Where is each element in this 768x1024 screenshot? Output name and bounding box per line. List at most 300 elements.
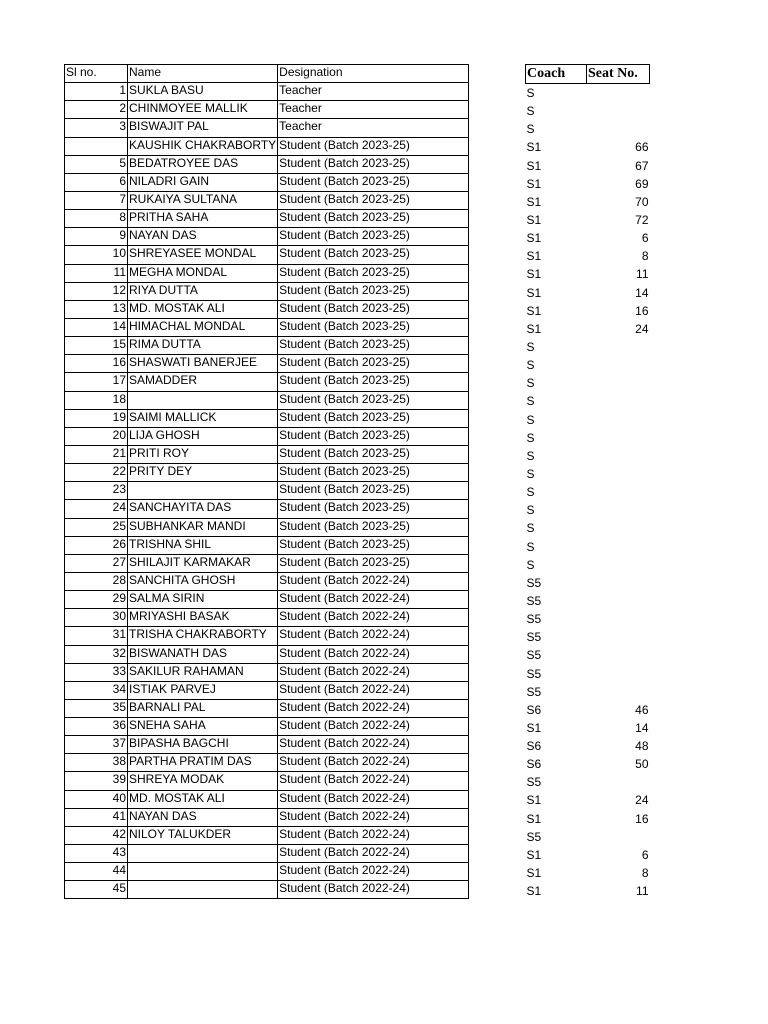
table-row: [526, 483, 650, 501]
seat-no-cell: [587, 120, 650, 138]
designation-cell: Student (Batch 2022-24): [278, 808, 469, 826]
coach-cell: S5: [526, 666, 542, 681]
coach-cell: S5: [526, 612, 542, 627]
seat-no-cell: 11: [636, 884, 649, 899]
designation-cell: Student (Batch 2023-25): [278, 246, 469, 264]
seat-no-cell: 6: [641, 231, 649, 246]
designation-cell: Student (Batch 2022-24): [278, 663, 469, 681]
sl-no-cell: 10: [65, 246, 128, 264]
designation-cell: Student (Batch 2022-24): [278, 863, 469, 881]
seat-no-cell: 50: [635, 757, 649, 772]
sl-no-cell: 28: [65, 572, 128, 590]
sl-no-cell: 7: [65, 191, 128, 209]
table-row: [526, 592, 650, 610]
table-row: [526, 265, 650, 283]
designation-cell: Student (Batch 2022-24): [278, 609, 469, 627]
seat-no-cell: [587, 538, 650, 556]
name-cell: SHASWATI BANERJEE: [128, 355, 278, 373]
coach-cell: S5: [526, 648, 542, 663]
designation-cell: Student (Batch 2023-25): [278, 282, 469, 300]
sl-no-cell: 17: [65, 373, 128, 391]
seat-no-cell: [587, 338, 650, 356]
table-row: [65, 609, 469, 627]
table-row: [526, 193, 650, 211]
seat-no-cell: [587, 447, 650, 465]
coach-cell: S1: [526, 303, 542, 318]
name-cell: TRISHNA SHIL: [128, 536, 278, 554]
name-cell: SANCHAYITA DAS: [128, 500, 278, 518]
table-row: [526, 447, 650, 465]
table-row: [526, 737, 650, 755]
table-row: [65, 210, 469, 228]
seat-no-cell: 8: [641, 249, 649, 264]
coach-cell: S5: [526, 593, 542, 608]
coach-cell: S6: [526, 739, 542, 754]
sl-no-cell: 31: [65, 627, 128, 645]
designation-cell: Student (Batch 2023-25): [278, 500, 469, 518]
name-cell: RIMA DUTTA: [128, 337, 278, 355]
name-cell: SAKILUR RAHAMAN: [128, 663, 278, 681]
coach-cell: S: [526, 539, 535, 554]
sl-no-cell: 9: [65, 228, 128, 246]
name-cell: SAIMI MALLICK: [128, 409, 278, 427]
designation-cell: Student (Batch 2023-25): [278, 373, 469, 391]
name-cell: SUKLA BASU: [128, 83, 278, 101]
designation-cell: Student (Batch 2022-24): [278, 754, 469, 772]
coach-cell: S1: [526, 158, 542, 173]
sl-no-cell: 16: [65, 355, 128, 373]
coach-cell: S1: [526, 267, 542, 282]
table-row: [526, 411, 650, 429]
table-row: [526, 628, 650, 646]
seat-no-cell: 67: [635, 158, 649, 173]
sl-no-cell: 12: [65, 282, 128, 300]
sl-no-cell: 22: [65, 464, 128, 482]
designation-cell: Student (Batch 2022-24): [278, 591, 469, 609]
name-header: Name: [128, 65, 278, 83]
sl-no-cell: 8: [65, 210, 128, 228]
seat-no-cell: [587, 773, 650, 791]
name-cell: PRITHA SAHA: [128, 210, 278, 228]
designation-cell: Student (Batch 2022-24): [278, 881, 469, 899]
seat-no-cell: 24: [635, 793, 649, 808]
table-row: [65, 300, 469, 318]
coach-cell: S: [526, 521, 535, 536]
table-row: [526, 356, 650, 374]
table-row: [65, 482, 469, 500]
coach-cell: S: [526, 339, 535, 354]
name-cell: RUKAIYA SULTANA: [128, 191, 278, 209]
table-row: [526, 157, 650, 175]
table-row: [65, 373, 469, 391]
coach-cell: S: [526, 394, 535, 409]
name-cell: SHREYA MODAK: [128, 772, 278, 790]
table-row: [65, 754, 469, 772]
table-row: [65, 318, 469, 336]
sl-no-cell: 26: [65, 536, 128, 554]
name-cell: CHINMOYEE MALLIK: [128, 101, 278, 119]
coach-cell: S: [526, 86, 535, 100]
sl-no-cell: 41: [65, 808, 128, 826]
table-row: [65, 699, 469, 717]
table-row: [526, 302, 650, 320]
name-cell: LIJA GHOSH: [128, 427, 278, 445]
designation-cell: Student (Batch 2023-25): [278, 210, 469, 228]
seat-no-cell: [587, 501, 650, 519]
designation-header: Designation: [278, 65, 469, 83]
sl-no-cell: [65, 137, 128, 155]
seat-no-cell: [587, 574, 650, 592]
table-row: [65, 645, 469, 663]
table-row: [526, 138, 650, 156]
seat-no-cell: [587, 374, 650, 392]
designation-cell: Student (Batch 2023-25): [278, 155, 469, 173]
coach-cell: S: [526, 122, 535, 137]
table-row: [526, 610, 650, 628]
table-row: [65, 337, 469, 355]
designation-cell: Student (Batch 2023-25): [278, 482, 469, 500]
table-row: [526, 120, 650, 138]
seat-no-cell: 69: [635, 176, 649, 191]
name-cell: SAMADDER: [128, 373, 278, 391]
table-row: [526, 846, 650, 864]
seat-no-cell: [587, 429, 650, 447]
designation-cell: Student (Batch 2023-25): [278, 318, 469, 336]
coach-cell: S1: [526, 231, 542, 246]
sl-no-cell: 37: [65, 736, 128, 754]
header-row: [65, 65, 469, 83]
seat-no-cell: [587, 556, 650, 574]
sl-no-cell: 38: [65, 754, 128, 772]
coach-cell: S: [526, 466, 535, 481]
sl-no-cell: 39: [65, 772, 128, 790]
designation-cell: Student (Batch 2022-24): [278, 718, 469, 736]
name-cell: BIPASHA BAGCHI: [128, 736, 278, 754]
name-cell: ISTIAK PARVEJ: [128, 681, 278, 699]
seat-table-body: [526, 84, 650, 901]
sl-no-cell: 42: [65, 826, 128, 844]
table-row: [65, 391, 469, 409]
coach-cell: S1: [526, 866, 542, 881]
name-cell: PRITI ROY: [128, 445, 278, 463]
sl-no-cell: 35: [65, 699, 128, 717]
coach-cell: S1: [526, 212, 542, 227]
sl-no-cell: 20: [65, 427, 128, 445]
table-row: [526, 84, 650, 103]
name-cell: NILOY TALUKDER: [128, 826, 278, 844]
sl-no-cell: 29: [65, 591, 128, 609]
coach-cell: S: [526, 376, 535, 391]
name-cell: [128, 845, 278, 863]
coach-cell: S1: [526, 285, 542, 300]
designation-cell: Teacher: [278, 101, 469, 119]
sl-no-cell: 13: [65, 300, 128, 318]
coach-cell: S1: [526, 176, 542, 191]
designation-cell: Student (Batch 2022-24): [278, 681, 469, 699]
table-row: [65, 736, 469, 754]
table-row: [526, 392, 650, 410]
table-row: [526, 501, 650, 519]
coach-cell: S1: [526, 720, 542, 735]
designation-cell: Student (Batch 2022-24): [278, 572, 469, 590]
sl-no-cell: 18: [65, 391, 128, 409]
name-cell: HIMACHAL MONDAL: [128, 318, 278, 336]
table-row: [65, 464, 469, 482]
table-row: [65, 772, 469, 790]
name-cell: SHREYASEE MONDAL: [128, 246, 278, 264]
coach-cell: S5: [526, 630, 542, 645]
name-cell: SUBHANKAR MANDI: [128, 518, 278, 536]
table-row: [526, 791, 650, 809]
designation-cell: Student (Batch 2023-25): [278, 427, 469, 445]
designation-cell: Student (Batch 2023-25): [278, 554, 469, 572]
designation-cell: Student (Batch 2023-25): [278, 228, 469, 246]
seat-no-cell: [587, 102, 650, 120]
table-row: [65, 572, 469, 590]
table-row: [526, 102, 650, 120]
name-cell: TRISHA CHAKRABORTY: [128, 627, 278, 645]
sl-no-cell: 6: [65, 173, 128, 191]
seat-no-cell: 72: [635, 212, 649, 227]
sl-no-cell: 27: [65, 554, 128, 572]
coach-cell: S1: [526, 249, 542, 264]
seat-no-header: Seat No.: [587, 65, 650, 84]
coach-cell: S: [526, 485, 535, 500]
designation-cell: Teacher: [278, 119, 469, 137]
sl-no-cell: 14: [65, 318, 128, 336]
coach-cell: S1: [526, 321, 542, 336]
table-row: [526, 538, 650, 556]
coach-cell: S5: [526, 684, 542, 699]
coach-cell: S1: [526, 140, 542, 155]
table-row: [65, 119, 469, 137]
seat-no-cell: 48: [635, 739, 649, 754]
sl-no-cell: 44: [65, 863, 128, 881]
table-row: [65, 427, 469, 445]
name-cell: BARNALI PAL: [128, 699, 278, 717]
designation-cell: Student (Batch 2023-25): [278, 409, 469, 427]
coach-cell: S: [526, 104, 535, 119]
table-row: [65, 681, 469, 699]
table-row: [526, 828, 650, 846]
sl-no-cell: 2: [65, 101, 128, 119]
sl-no-cell: 33: [65, 663, 128, 681]
coach-cell: S1: [526, 194, 542, 209]
table-row: [65, 409, 469, 427]
sl-no-header: Sl no.: [65, 65, 128, 83]
seat-no-cell: 8: [641, 866, 649, 881]
seat-no-cell: 66: [635, 140, 649, 155]
coach-cell: S1: [526, 847, 542, 862]
designation-cell: Student (Batch 2022-24): [278, 772, 469, 790]
table-row: [65, 826, 469, 844]
table-row: [65, 554, 469, 572]
table-row: [526, 338, 650, 356]
table-row: [526, 810, 650, 828]
sl-no-cell: 3: [65, 119, 128, 137]
name-cell: NILADRI GAIN: [128, 173, 278, 191]
sl-no-cell: 21: [65, 445, 128, 463]
name-cell: RIYA DUTTA: [128, 282, 278, 300]
table-row: [65, 591, 469, 609]
table-row: [526, 211, 650, 229]
seat-no-cell: [587, 356, 650, 374]
designation-cell: Student (Batch 2022-24): [278, 826, 469, 844]
table-row: [65, 808, 469, 826]
sl-no-cell: 25: [65, 518, 128, 536]
designation-cell: Student (Batch 2022-24): [278, 736, 469, 754]
table-row: [65, 282, 469, 300]
designation-cell: Student (Batch 2022-24): [278, 627, 469, 645]
designation-cell: Student (Batch 2023-25): [278, 464, 469, 482]
sl-no-cell: 30: [65, 609, 128, 627]
name-cell: SALMA SIRIN: [128, 591, 278, 609]
coach-cell: S1: [526, 793, 542, 808]
name-cell: [128, 863, 278, 881]
seat-no-cell: 46: [635, 702, 649, 717]
sl-no-cell: 5: [65, 155, 128, 173]
table-row: [65, 155, 469, 173]
coach-header: Coach: [526, 65, 587, 84]
table-row: [65, 246, 469, 264]
name-cell: SHILAJIT KARMAKAR: [128, 554, 278, 572]
coach-cell: S: [526, 430, 535, 445]
table-row: [65, 627, 469, 645]
sl-no-cell: 23: [65, 482, 128, 500]
seat-no-cell: [587, 84, 650, 103]
designation-cell: Student (Batch 2023-25): [278, 355, 469, 373]
seat-no-cell: [587, 392, 650, 410]
name-cell: MEGHA MONDAL: [128, 264, 278, 282]
designation-cell: Student (Batch 2022-24): [278, 645, 469, 663]
table-row: [65, 191, 469, 209]
table-row: [526, 683, 650, 701]
header-row: [526, 65, 650, 84]
coach-cell: S5: [526, 575, 542, 590]
coach-cell: S: [526, 557, 535, 572]
table-row: [526, 882, 650, 900]
sl-no-cell: 45: [65, 881, 128, 899]
coach-cell: S5: [526, 775, 542, 790]
table-row: [65, 445, 469, 463]
name-cell: NAYAN DAS: [128, 808, 278, 826]
seat-no-cell: [587, 665, 650, 683]
name-cell: BISWANATH DAS: [128, 645, 278, 663]
name-cell: [128, 482, 278, 500]
name-cell: [128, 391, 278, 409]
seat-no-cell: 11: [636, 267, 649, 282]
table-row: [526, 556, 650, 574]
coach-cell: S5: [526, 829, 542, 844]
table-row: [65, 83, 469, 101]
name-cell: [128, 881, 278, 899]
seat-no-cell: [587, 628, 650, 646]
seat-no-cell: [587, 411, 650, 429]
name-cell: KAUSHIK CHAKRABORTY: [128, 137, 278, 155]
coach-cell: S1: [526, 884, 542, 899]
seat-no-cell: 14: [635, 720, 649, 735]
table-row: [526, 229, 650, 247]
seat-no-cell: 70: [635, 194, 649, 209]
table-row: [65, 881, 469, 899]
designation-cell: Student (Batch 2023-25): [278, 518, 469, 536]
table-row: [65, 863, 469, 881]
designation-cell: Student (Batch 2023-25): [278, 300, 469, 318]
table-row: [65, 536, 469, 554]
seat-no-cell: 16: [635, 303, 649, 318]
sl-no-cell: 24: [65, 500, 128, 518]
table-row: [526, 247, 650, 265]
table-row: [65, 845, 469, 863]
seat-no-cell: 14: [635, 285, 649, 300]
seat-no-cell: [587, 519, 650, 537]
table-row: [526, 773, 650, 791]
table-row: [65, 500, 469, 518]
name-cell: PARTHA PRATIM DAS: [128, 754, 278, 772]
table-row: [65, 173, 469, 191]
seat-no-cell: [587, 683, 650, 701]
name-cell: MD. MOSTAK ALI: [128, 790, 278, 808]
table-row: [65, 663, 469, 681]
table-row: [65, 264, 469, 282]
designation-cell: Student (Batch 2022-24): [278, 699, 469, 717]
sl-no-cell: 15: [65, 337, 128, 355]
seat-no-cell: 16: [635, 811, 649, 826]
sl-no-cell: 11: [65, 264, 128, 282]
name-cell: BISWAJIT PAL: [128, 119, 278, 137]
table-row: [526, 665, 650, 683]
table-row: [65, 790, 469, 808]
seat-no-cell: [587, 646, 650, 664]
coach-cell: S: [526, 358, 535, 373]
table-row: [526, 864, 650, 882]
sl-no-cell: 1: [65, 83, 128, 101]
sl-no-cell: 34: [65, 681, 128, 699]
table-row: [526, 519, 650, 537]
table-row: [526, 374, 650, 392]
table-row: [526, 719, 650, 737]
table-row: [526, 701, 650, 719]
seat-no-cell: [587, 483, 650, 501]
coach-cell: S6: [526, 702, 542, 717]
seat-no-cell: 6: [641, 847, 649, 862]
designation-cell: Student (Batch 2022-24): [278, 790, 469, 808]
table-row: [526, 429, 650, 447]
sl-no-cell: 40: [65, 790, 128, 808]
coach-cell: S1: [526, 811, 542, 826]
sl-no-cell: 36: [65, 718, 128, 736]
designation-cell: Student (Batch 2023-25): [278, 191, 469, 209]
table-row: [526, 284, 650, 302]
designation-cell: Student (Batch 2023-25): [278, 264, 469, 282]
designation-cell: Student (Batch 2023-25): [278, 445, 469, 463]
seat-no-cell: [587, 828, 650, 846]
seat-no-cell: 24: [635, 321, 649, 336]
designation-cell: Student (Batch 2023-25): [278, 137, 469, 155]
name-cell: BEDATROYEE DAS: [128, 155, 278, 173]
designation-cell: Student (Batch 2023-25): [278, 536, 469, 554]
table-row: [65, 101, 469, 119]
seat-no-cell: [587, 465, 650, 483]
name-cell: PRITY DEY: [128, 464, 278, 482]
sl-no-cell: 43: [65, 845, 128, 863]
sl-no-cell: 19: [65, 409, 128, 427]
name-cell: SANCHITA GHOSH: [128, 572, 278, 590]
name-cell: SNEHA SAHA: [128, 718, 278, 736]
coach-cell: S: [526, 412, 535, 427]
name-cell: MRIYASHI BASAK: [128, 609, 278, 627]
designation-cell: Student (Batch 2023-25): [278, 173, 469, 191]
